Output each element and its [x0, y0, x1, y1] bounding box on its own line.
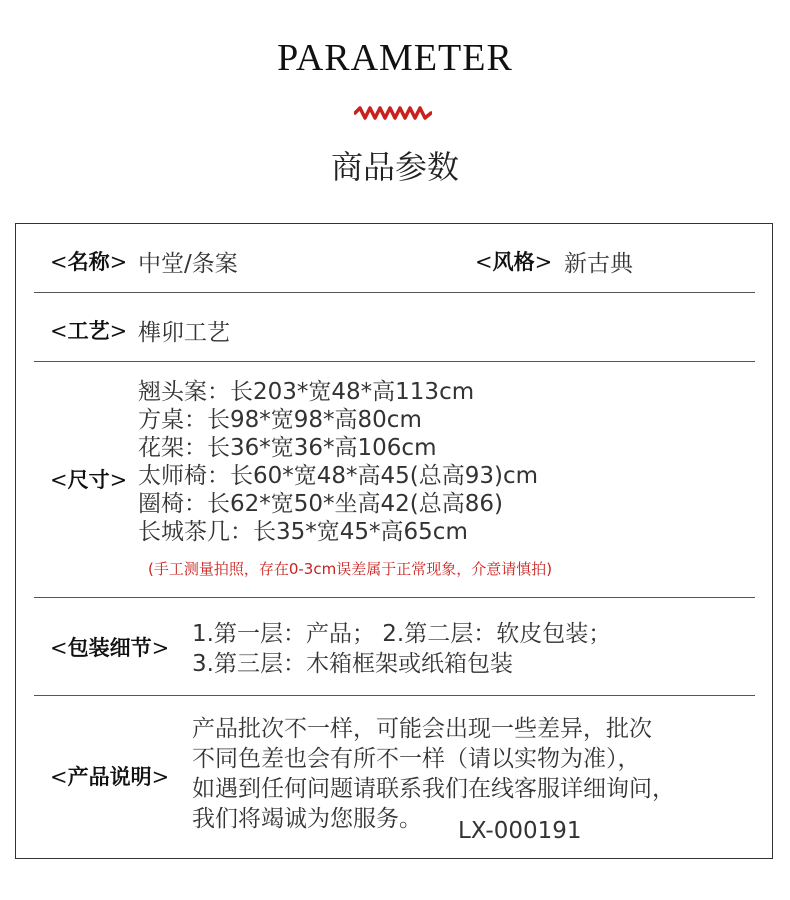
description-text [192, 714, 675, 834]
page-title-en: PARAMETER [277, 37, 513, 79]
description-line: 如遇到任何问题请联系我们在线客服详细询问， [192, 776, 675, 802]
craft-value: 榫卯工艺 [138, 320, 230, 346]
size-item: 翘头案：长203*宽48*高113cm [138, 379, 475, 405]
description-line: 我们将竭诚为您服务。 [192, 806, 422, 832]
page-title-cn: 商品参数 [330, 148, 459, 186]
size-label: <尺寸> [50, 467, 128, 492]
size-item: 花架：长36*宽36*高106cm [138, 435, 437, 461]
description-line: 产品批次不一样，可能会出现一些差异，批次 [192, 716, 652, 742]
row-divider [34, 695, 755, 696]
style-value: 新古典 [564, 251, 633, 277]
size-measurement-note: (手工测量拍照，存在0-3cm误差属于正常现象，介意请慎拍) [148, 560, 553, 578]
packaging-item: 1.第一层：产品； 2.第二层：软皮包装； [192, 621, 612, 647]
size-item: 方桌：长98*宽98*高80cm [138, 407, 422, 433]
packaging-label: <包装细节> [50, 635, 170, 660]
size-item: 太师椅：长60*宽48*高45(总高93)cm [138, 463, 539, 489]
craft-label: <工艺> [50, 318, 128, 343]
name-value: 中堂/条案 [138, 251, 238, 277]
size-item: 长城茶几：长35*宽45*高65cm [138, 519, 468, 545]
packaging-list [192, 619, 611, 679]
row-divider [34, 597, 755, 598]
zigzag-ornament [354, 104, 432, 122]
parameter-table [15, 223, 773, 859]
row-divider [34, 292, 755, 293]
description-label: <产品说明> [50, 764, 170, 789]
product-code: LX-000191 [458, 818, 582, 844]
packaging-item: 3.第三层：木箱框架或纸箱包装 [192, 651, 513, 677]
size-item: 圈椅：长62*宽50*坐高42(总高86) [138, 491, 504, 517]
row-divider [34, 361, 755, 362]
size-list [138, 378, 538, 546]
name-label: <名称> [50, 249, 128, 274]
description-line: 不同色差也会有所不一样（请以实物为准）， [192, 746, 641, 772]
style-label: <风格> [475, 249, 553, 274]
